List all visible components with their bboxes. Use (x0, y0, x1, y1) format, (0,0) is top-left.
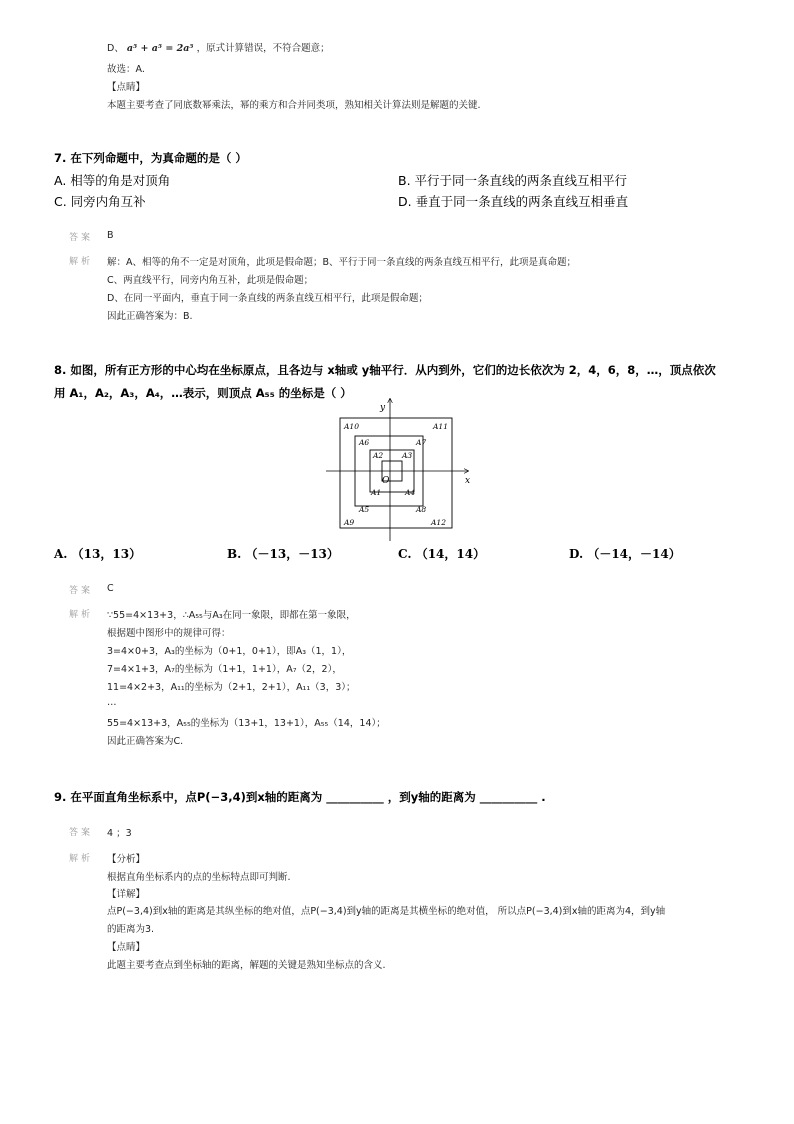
y-label: y (380, 403, 386, 413)
q8-square-figure (320, 395, 476, 545)
q8-analysis-line: 3=4×0+3，A₃的坐标为（0+1，0+1），即A₃（1，1）， (107, 646, 352, 657)
q7-analysis-line: D、在同一平面内，垂直于同一条直线的两条直线互相平行，此项是假命题； (107, 293, 428, 304)
q7-title: 7. 在下列命题中，为真命题的是（ ） (54, 151, 247, 165)
q8-answer: C (107, 583, 114, 594)
vertex-label: A7 (416, 438, 427, 447)
q8-line1: 8. 如图，所有正方形的中心均在坐标原点，且各边与 x轴或 y轴平行．从内到外，它们的边长依次为 2，4，6，8，…，顶点依次 (54, 363, 716, 377)
q7-answer: B (107, 230, 114, 241)
q9-analysis-line: 【详解】 (107, 889, 146, 900)
top-line-d (107, 40, 330, 54)
top-choice: 故选：A. (107, 64, 145, 75)
q9-analysis-line: 【分析】 (107, 854, 146, 865)
q8-option-c: C. （14，14） (398, 547, 486, 561)
q8-option-b: B. （－13，－13） (227, 547, 339, 561)
vertex-label: A10 (344, 422, 359, 431)
q7-analysis-line: 解：A、相等的角不一定是对顶角，此项是假命题；B、平行于同一条直线的两条直线互相平行，此项是真命题； (107, 257, 577, 268)
q7-option-a: A. 相等的角是对顶角 (54, 173, 171, 188)
square-side-8 (340, 418, 452, 528)
q8-analysis-line: ∵55=4×13+3，∴A₅₅与A₃在同一象限，即都在第一象限， (107, 610, 356, 621)
top-line-d-math: a⁵ + a⁵ = 2a⁵ (126, 43, 194, 54)
q9-answer-label: 答案 (69, 828, 94, 838)
q9-title: 9. 在平面直角坐标系中，点P(−3,4)到x轴的距离为 __________ ，到y轴的距离为 __________ . (54, 790, 546, 804)
q7-option-c: C. 同旁内角互补 (54, 194, 146, 209)
vertex-label: A6 (359, 438, 370, 447)
vertex-label: A9 (344, 518, 355, 527)
top-comment-tag: 【点睛】 (107, 82, 146, 93)
q8-line2: 用 A₁，A₂，A₃，A₄，…表示，则顶点 A₅₅ 的坐标是（ ） (54, 386, 352, 400)
top-comment: 本题主要考查了同底数幂乘法，幂的乘方和合并同类项，熟知相关计算法则是解题的关键. (107, 100, 481, 111)
q8-analysis-label: 解析 (69, 610, 94, 620)
q8-answer-label: 答案 (69, 586, 94, 596)
q8-option-d: D. （－14，－14） (569, 547, 681, 561)
top-line-d-prefix: D、 (107, 43, 124, 54)
vertex-label: A3 (402, 451, 413, 460)
q9-analysis-line: 的距离为3. (107, 924, 155, 935)
vertex-label: A12 (431, 518, 446, 527)
q8-option-a: A. （13，13） (54, 547, 142, 561)
q8-analysis-line: 根据题中图形中的规律可得： (107, 628, 231, 639)
q9-analysis-line: 此题主要考查点到坐标轴的距离，解题的关键是熟知坐标点的含义. (107, 960, 386, 971)
q9-answer: 4 ；3 (107, 828, 132, 839)
q8-analysis-line: 因此正确答案为C. (107, 736, 184, 747)
q9-analysis-line: 根据直角坐标系内的点的坐标特点即可判断. (107, 872, 291, 883)
q9-analysis-line: 【点睛】 (107, 942, 146, 953)
q8-analysis-line: … (107, 697, 117, 708)
q7-option-d: D. 垂直于同一条直线的两条直线互相垂直 (398, 194, 629, 209)
q7-analysis-label: 解析 (69, 257, 94, 267)
q7-option-b: B. 平行于同一条直线的两条直线互相平行 (398, 173, 628, 188)
q8-analysis-line: 11=4×2+3，A₁₁的坐标为（2+1，2+1），A₁₁（3，3）； (107, 682, 356, 693)
vertex-label: A5 (359, 505, 370, 514)
q9-analysis-line: 点P(−3,4)到x轴的距离是其纵坐标的绝对值，点P(−3,4)到y轴的距离是其横坐标的绝对值， 所以点P(−3,4)到x轴的距离为4，到y轴 (107, 906, 666, 917)
q7-analysis-line: C、两直线平行，同旁内角互补，此项是假命题； (107, 275, 314, 286)
q7-analysis-line: 因此正确答案为：B. (107, 311, 193, 322)
q8-analysis-line: 55=4×13+3，A₅₅的坐标为（13+1，13+1），A₅₅（14，14）； (107, 718, 386, 729)
vertex-label: A2 (373, 451, 384, 460)
vertex-label: A4 (405, 488, 416, 497)
q9-analysis-label: 解析 (69, 854, 94, 864)
vertex-label: A11 (433, 422, 448, 431)
vertex-label: A8 (416, 505, 427, 514)
x-label: x (465, 476, 471, 486)
origin-label: O (382, 476, 390, 486)
q7-answer-label: 答案 (69, 233, 94, 243)
vertex-label: A1 (371, 488, 382, 497)
top-line-d-suffix: ，原式计算错误，不符合题意； (196, 43, 330, 54)
q8-analysis-line: 7=4×1+3，A₇的坐标为（1+1，1+1），A₇（2，2）， (107, 664, 342, 675)
